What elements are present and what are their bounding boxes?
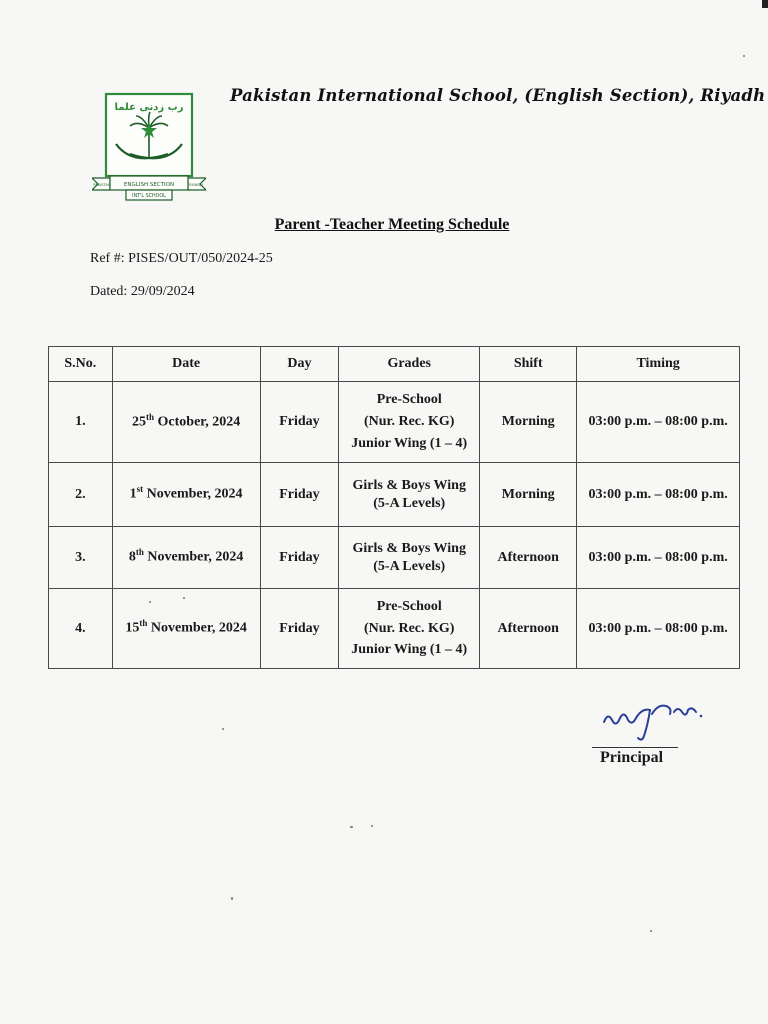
cell-date: 25th October, 2024 [112, 382, 260, 463]
logo-banner-bottom: INT'L SCHOOL [132, 194, 166, 199]
scan-speck [743, 55, 745, 57]
cell-timing: 03:00 p.m. – 08:00 p.m. [577, 382, 740, 463]
header-date: Date [112, 347, 260, 382]
signature-line [592, 747, 678, 748]
cell-sno: 1. [49, 382, 113, 463]
table-row [49, 527, 740, 589]
logo-banner-right: RIYADH [189, 183, 203, 187]
school-name-heading: Pakistan International School, (English Section), Riyadh [230, 86, 766, 105]
scan-speck [371, 825, 373, 827]
cell-shift: Morning [480, 382, 577, 463]
logo-motto: رب زدنی علما [114, 102, 184, 113]
cell-shift: Afternoon [480, 527, 577, 589]
logo-banner-center: ENGLISH SECTION [123, 182, 175, 188]
logo-banner [92, 176, 206, 200]
cell-date: 15th November, 2024 [112, 589, 260, 669]
cell-grades: Girls & Boys Wing (5-A Levels) [339, 527, 480, 589]
cell-timing: 03:00 p.m. – 08:00 p.m. [577, 589, 740, 669]
header-grades: Grades [339, 347, 480, 382]
header-shift: Shift [480, 347, 577, 382]
header-sno: S.No. [49, 347, 113, 382]
signatory-title: Principal [600, 749, 664, 766]
cell-day: Friday [260, 527, 339, 589]
header-day: Day [260, 347, 339, 382]
header-timing: Timing [577, 347, 740, 382]
scan-speck [650, 930, 652, 932]
table-header-row [49, 347, 740, 382]
scan-speck [183, 597, 185, 599]
cell-date: 1st November, 2024 [112, 463, 260, 527]
scan-speck [350, 826, 353, 828]
principal-signature [598, 698, 708, 744]
school-logo [92, 92, 206, 204]
cell-date: 8th November, 2024 [112, 527, 260, 589]
cell-timing: 03:00 p.m. – 08:00 p.m. [577, 527, 740, 589]
cell-grades: Pre-School (Nur. Rec. KG) Junior Wing (1 – 4) [339, 382, 480, 463]
document-title: Parent -Teacher Meeting Schedule [274, 216, 510, 233]
table-row [49, 382, 740, 463]
cell-shift: Afternoon [480, 589, 577, 669]
cell-grades: Pre-School (Nur. Rec. KG) Junior Wing (1 – 4) [339, 589, 480, 669]
table-row [49, 589, 740, 669]
cell-shift: Morning [480, 463, 577, 527]
cell-sno: 3. [49, 527, 113, 589]
cell-day: Friday [260, 589, 339, 669]
reference-number: Ref #: PISES/OUT/050/2024-25 [90, 251, 273, 266]
cell-timing: 03:00 p.m. – 08:00 p.m. [577, 463, 740, 527]
cell-sno: 4. [49, 589, 113, 669]
table-row [49, 463, 740, 527]
cell-day: Friday [260, 382, 339, 463]
cell-day: Friday [260, 463, 339, 527]
cell-grades: Girls & Boys Wing (5-A Levels) [339, 463, 480, 527]
meeting-schedule-table [48, 346, 740, 669]
scan-corner-mark [762, 0, 768, 8]
scan-speck [149, 601, 151, 603]
scan-speck [222, 728, 224, 730]
cell-sno: 2. [49, 463, 113, 527]
document-date: Dated: 29/09/2024 [90, 284, 195, 299]
logo-banner-left: PAKISTAN [93, 183, 111, 187]
scan-speck [231, 897, 233, 900]
